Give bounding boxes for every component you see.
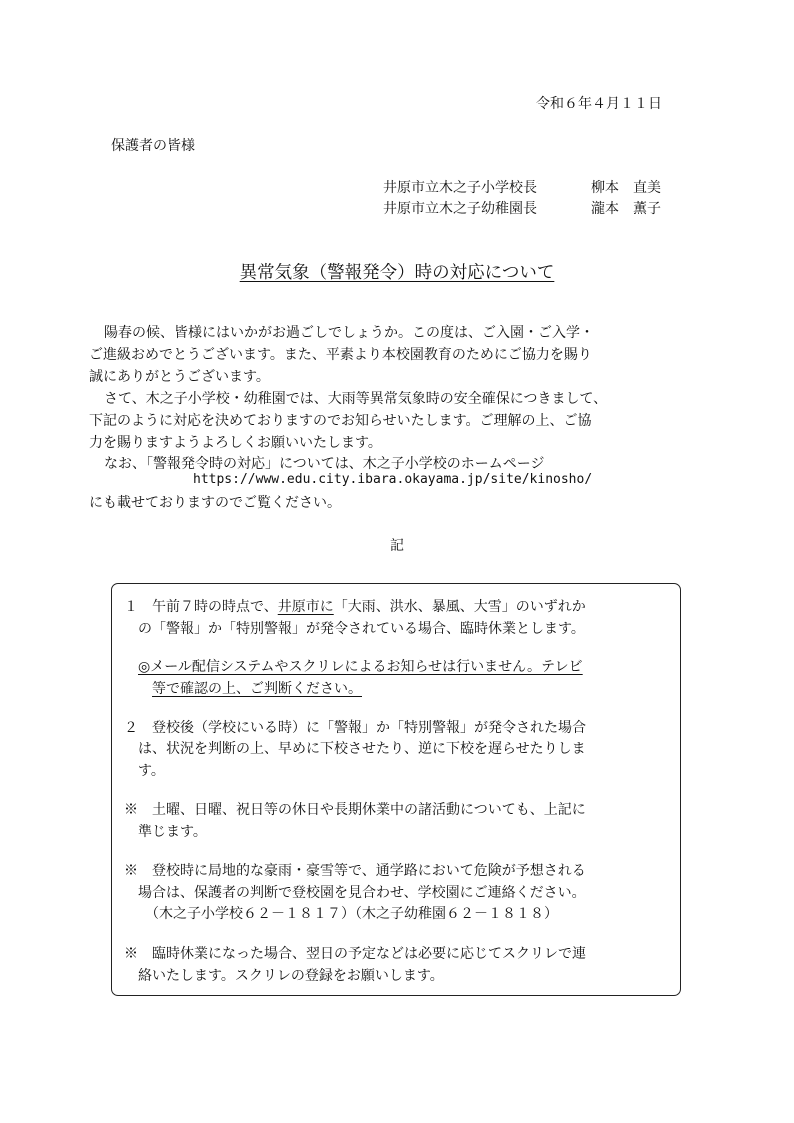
notice-note-weather-cont: 場合は、保護者の判断で登校園を見合わせ、学校園にご連絡ください。 (138, 885, 586, 901)
body-line: なお、「警報発令時の対応」については、木之子小学校のホームページ (104, 456, 545, 472)
homepage-url[interactable]: https://www.edu.city.ibara.okayama.jp/site/kinosho/ (193, 472, 593, 487)
body-line: にも載せておりますのでご覧ください。 (89, 495, 341, 511)
notice-item-2-cont: は、状況を判断の上、早めに下校させたり、逆に下校を遅らせたりしま (138, 741, 586, 757)
sender-name: 瀧本 薫子 (591, 201, 661, 217)
notice-box (111, 583, 681, 996)
sender-name: 柳本 直美 (591, 180, 661, 196)
sender-org: 井原市立木之子幼稚園長 (383, 201, 537, 217)
sender-org: 井原市立木之子小学校長 (383, 180, 537, 196)
notice-note-email: ◎メール配信システムやスクリレによるお知らせは行いません。テレビ (138, 659, 583, 675)
body-line: さて、木之子小学校・幼稚園では、大雨等異常気象時の安全確保につきまして、 (104, 391, 608, 407)
document-title: 異常気象（警報発令）時の対応について (239, 263, 555, 283)
body-line: 陽春の候、皆様にはいかがお過ごしでしょうか。この度は、ご入園・ご入学・ (104, 325, 594, 341)
notice-item-1-cont: の「警報」か「特別警報」が発令されている場合、臨時休業とします。 (138, 621, 585, 637)
body-line: ご進級おめでとうございます。また、平素より本校園教育のためにご協力を賜り (89, 347, 592, 363)
document-date: 令和６年４月１１日 (536, 96, 662, 112)
notice-note-closure-cont: 絡いたします。スクリレの登録をお願いします。 (138, 968, 444, 984)
notice-item-2-cont: す。 (138, 763, 165, 779)
contact-phone-numbers: （木之子小学校６２－１８１７）（木之子幼稚園６２－１８１８） (145, 906, 558, 922)
body-line: 誠にありがとうございます。 (89, 369, 270, 385)
notice-note-holidays-cont: 準じます。 (138, 824, 207, 840)
notice-note-weather: ※ 登校時に局地的な豪雨・豪雪等で、通学路において危険が予想される (124, 863, 586, 879)
ibara-city-underline: 井原市に (277, 599, 334, 615)
body-line: 力を賜りますようよろしくお願いいたします。 (89, 435, 382, 451)
notice-note-closure: ※ 臨時休業になった場合、翌日の予定などは必要に応じてスクリレで連 (124, 946, 586, 962)
notice-note-holidays: ※ 土曜、日曜、祝日等の休日や長期休業中の諸活動についても、上記に (124, 802, 586, 818)
ki-heading: 記 (390, 538, 404, 554)
notice-note-email-cont: 等で確認の上、ご判断ください。 (152, 681, 362, 697)
notice-item-1: １ 午前７時の時点で、井原市に「大雨、洪水、暴風、大雪」のいずれか (124, 599, 586, 615)
addressee: 保護者の皆様 (111, 138, 195, 154)
notice-item-2: ２ 登校後（学校にいる時）に「警報」か「特別警報」が発令された場合 (124, 720, 586, 736)
body-line: 下記のように対応を決めておりますのでお知らせいたします。ご理解の上、ご協 (89, 413, 592, 429)
sender-principal-school (383, 181, 661, 195)
sender-principal-kindergarten (383, 202, 661, 216)
